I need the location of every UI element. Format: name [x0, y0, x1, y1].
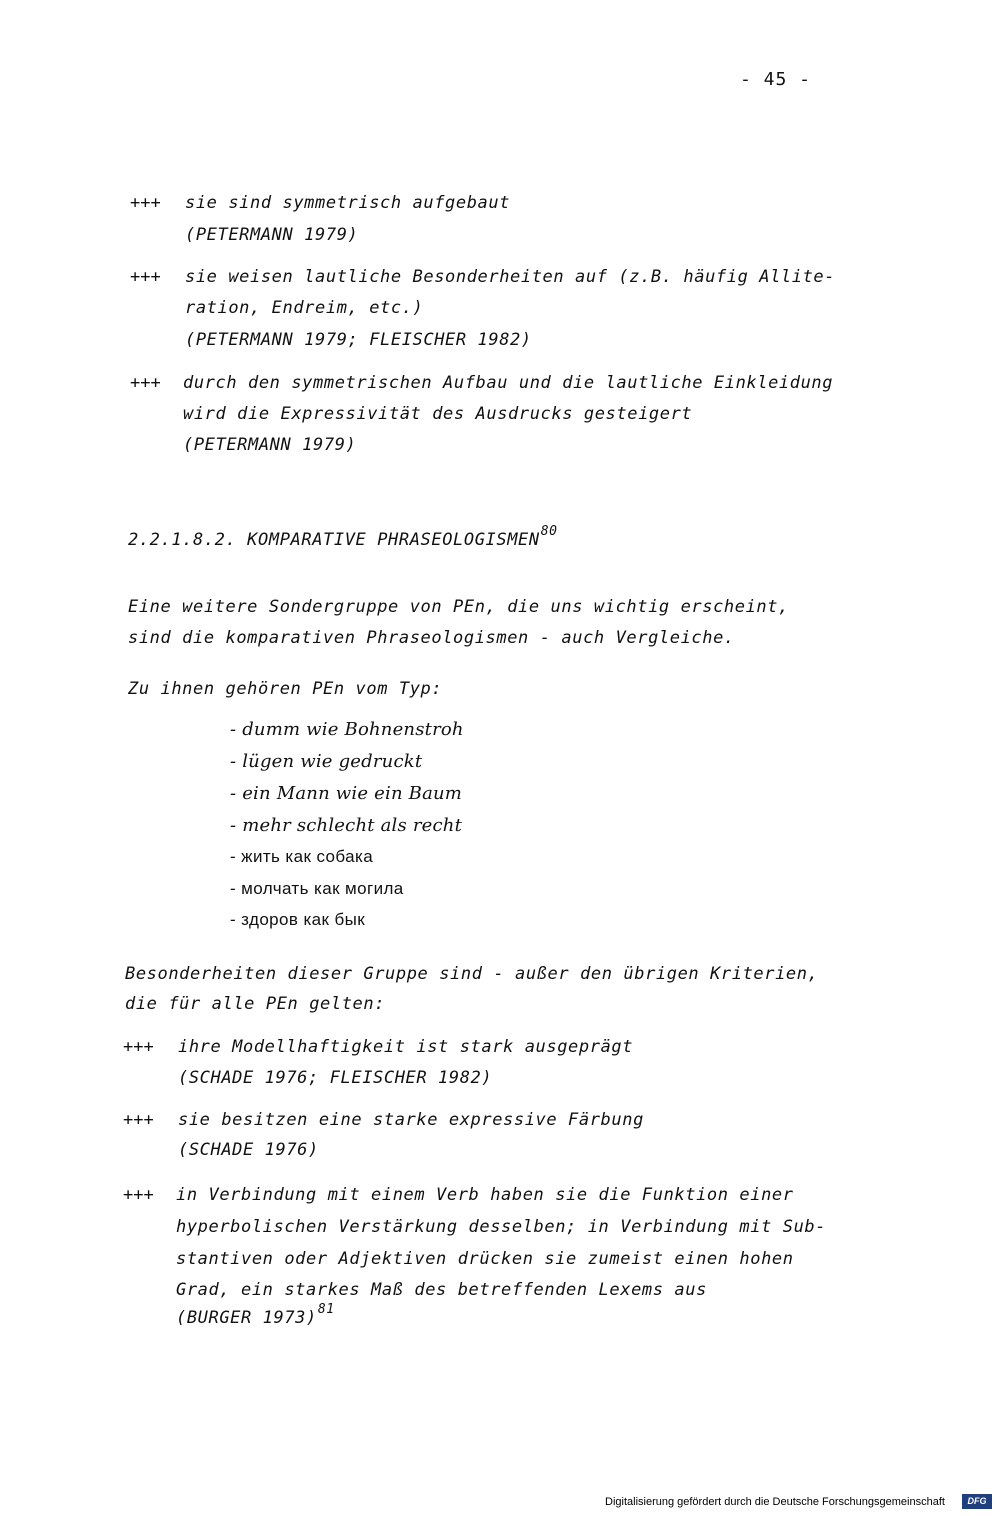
footnote-marker: 81 — [317, 1302, 335, 1317]
bullet-item-3-line-2: wird die Expressivität des Ausdrucks gesteigert — [183, 404, 693, 424]
example-german-1: - dumm wie Bohnenstroh — [230, 719, 464, 740]
bullet-item-4-reference: (SCHADE 1976; FLEISCHER 1982) — [178, 1068, 493, 1088]
bullet-item-6-reference — [176, 1302, 335, 1330]
bullet-item-2-line-1: sie weisen lautliche Besonderheiten auf (z.B. häufig Allite- — [185, 267, 836, 287]
funding-footer: Digitalisierung gefördert durch die Deutsche Forschungsgemeinschaft — [605, 1496, 945, 1508]
bullet-item-6-line-1: in Verbindung mit einem Verb haben sie die Funktion einer — [176, 1185, 794, 1205]
bullet-item-2-reference: (PETERMANN 1979; FLEISCHER 1982) — [185, 330, 532, 350]
page-number: - 45 - — [740, 69, 812, 90]
type-intro: Zu ihnen gehören PEn vom Typ: — [128, 679, 443, 699]
example-german-4: - mehr schlecht als recht — [230, 815, 463, 836]
footnote-marker: 80 — [540, 524, 558, 539]
bullet-item-6-line-2: hyperbolischen Verstärkung desselben; in Verbindung mit Sub- — [176, 1217, 827, 1237]
reference-text: (BURGER 1973) — [176, 1308, 317, 1328]
bullet-marker: +++ — [123, 1185, 154, 1205]
intro-line-2: sind die komparativen Phraseologismen - auch Vergleiche. — [128, 628, 735, 648]
example-russian-1: - жить как собака — [230, 847, 374, 866]
example-german-2: - lügen wie gedruckt — [230, 751, 423, 772]
bullet-item-5-reference: (SCHADE 1976) — [178, 1140, 319, 1160]
example-russian-3: - здоров как бык — [230, 910, 366, 929]
example-russian-2: - молчать как могила — [230, 879, 404, 898]
bullet-marker: +++ — [123, 1037, 154, 1057]
bullet-item-6-line-3: stantiven oder Adjektiven drücken sie zumeist einen hohen — [176, 1249, 794, 1269]
bullet-item-2-line-2: ration, Endreim, etc.) — [185, 298, 424, 318]
section-heading-text: 2.2.1.8.2. KOMPARATIVE PHRASEOLOGISMEN — [128, 530, 540, 550]
bullet-item-1-reference: (PETERMANN 1979) — [185, 225, 359, 245]
bullet-item-3-line-1: durch den symmetrischen Aufbau und die lautliche Einkleidung — [183, 373, 834, 393]
bullet-item-4-line-1: ihre Modellhaftigkeit ist stark ausgeprägt — [178, 1037, 634, 1057]
intro-line-1: Eine weitere Sondergruppe von PEn, die uns wichtig erscheint, — [128, 597, 789, 617]
bullet-marker: +++ — [123, 1110, 154, 1130]
example-german-3: - ein Mann wie ein Baum — [230, 783, 463, 804]
bullet-item-1-line-1: sie sind symmetrisch aufgebaut — [185, 193, 511, 213]
bullet-item-5-line-1: sie besitzen eine starke expressive Färbung — [178, 1110, 644, 1130]
bullet-marker: +++ — [130, 267, 161, 287]
peculiarities-line-2: die für alle PEn gelten: — [125, 994, 386, 1014]
bullet-item-6-line-4: Grad, ein starkes Maß des betreffenden Lexems aus — [176, 1280, 707, 1300]
section-heading — [128, 524, 558, 552]
peculiarities-line-1: Besonderheiten dieser Gruppe sind - außer den übrigen Kriterien, — [125, 964, 819, 984]
bullet-item-3-reference: (PETERMANN 1979) — [183, 435, 357, 455]
bullet-marker: +++ — [130, 193, 161, 213]
bullet-marker: +++ — [130, 373, 161, 393]
dfg-logo: DFG — [962, 1494, 992, 1509]
